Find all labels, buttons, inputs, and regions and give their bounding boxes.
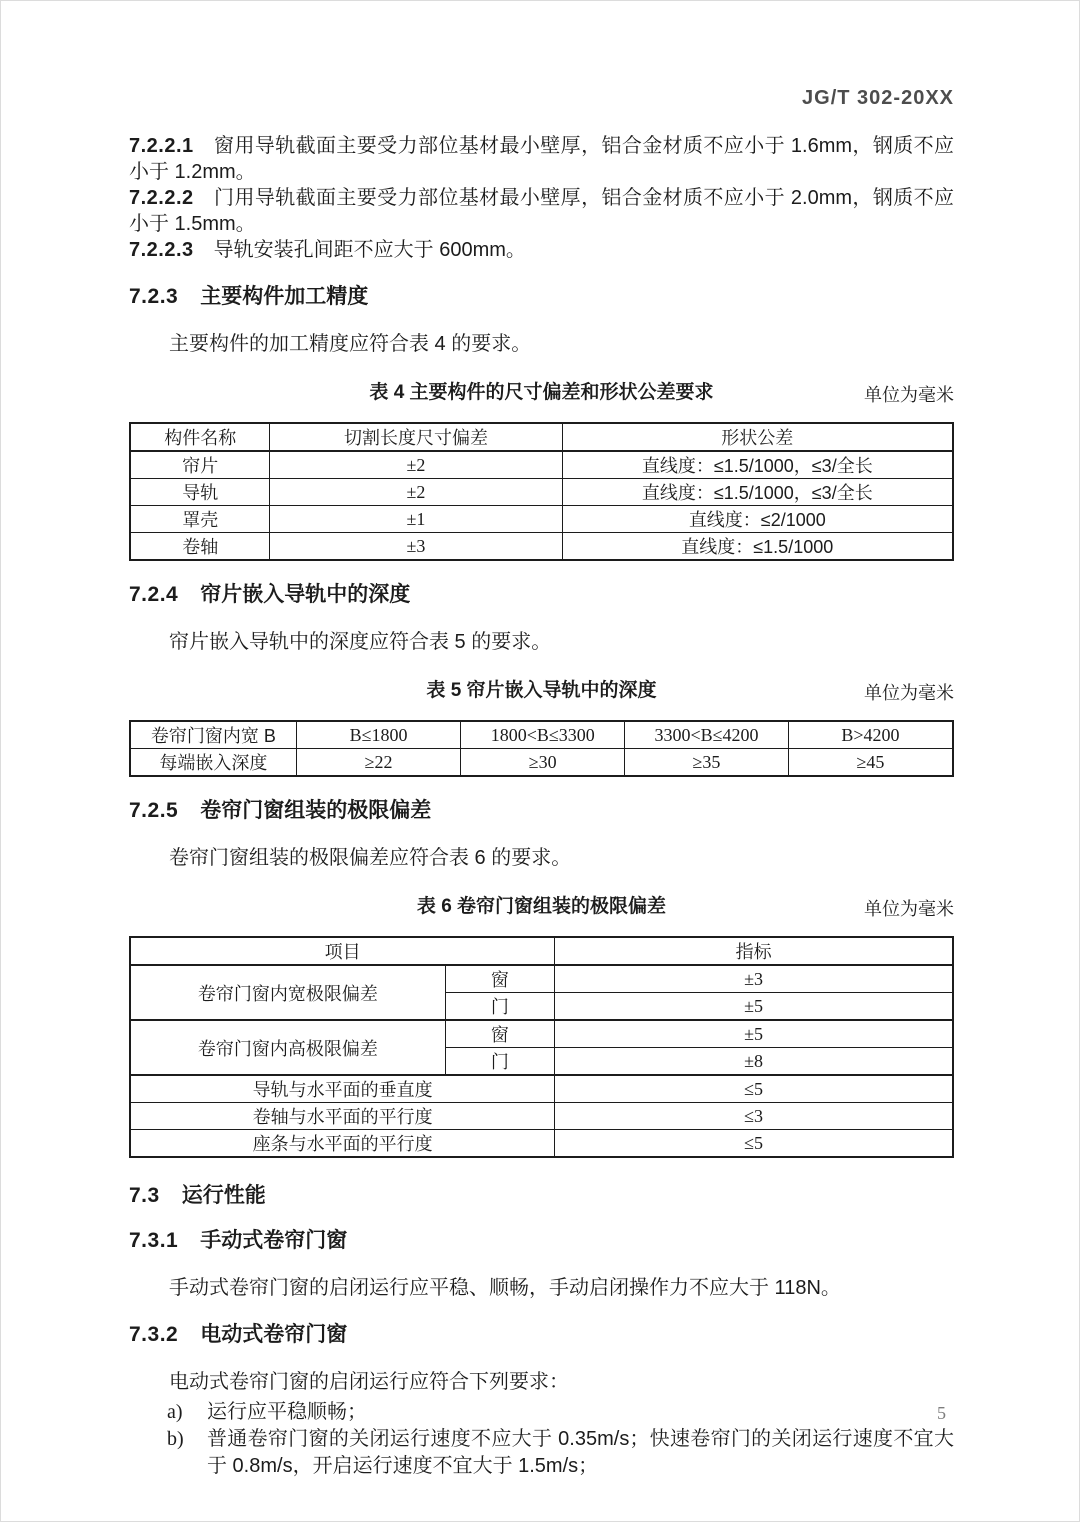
table6-sub-cell: 窗: [445, 1020, 554, 1048]
section-title: 主要构件加工精度: [200, 285, 369, 308]
list-item-text: 运行应平稳顺畅；: [207, 1401, 367, 1423]
paragraph-725: 卷帘门窗组装的极限偏差应符合表 6 的要求。: [169, 847, 572, 869]
section-number: 7.2.3: [129, 285, 179, 308]
list-item: [167, 1426, 954, 1480]
section-number: 7.2.4: [129, 583, 179, 606]
table4-unit-label: 单位为毫米: [864, 385, 954, 405]
table6-cell: 座条与水平面的平行度: [130, 1130, 555, 1158]
list-item-marker: b): [167, 1428, 184, 1450]
section-title: 手动式卷帘门窗: [200, 1229, 348, 1252]
table4-cell: ±2: [270, 451, 562, 479]
section-heading-73: [129, 1184, 954, 1208]
table6-row: [130, 1020, 953, 1048]
section-title: 帘片嵌入导轨中的深度: [200, 583, 411, 606]
paragraph-723: 主要构件的加工精度应符合表 4 的要求。: [169, 333, 532, 355]
list-item: [167, 1399, 954, 1426]
table4-cell: 导轨: [130, 479, 270, 506]
table4-row: [130, 533, 953, 561]
table6-row: [130, 1103, 953, 1130]
table4-header-cell: 切割长度尺寸偏差: [270, 423, 562, 451]
section-title: 电动式卷帘门窗: [200, 1323, 348, 1346]
table4-cell: ±1: [270, 506, 562, 533]
table6: [129, 936, 954, 1158]
table5-cell: 3300<B≤4200: [625, 721, 789, 749]
table6-value-cell: ≤3: [555, 1103, 953, 1130]
table4-cell: ±3: [270, 533, 562, 561]
table6-value-cell: ±3: [555, 965, 953, 993]
clause-7221: [129, 133, 954, 185]
table4-cell: 直线度：≤1.5/1000: [562, 533, 953, 561]
table6-value-cell: ≤5: [555, 1130, 953, 1158]
table6-unit-label: 单位为毫米: [864, 899, 954, 919]
table5-cell: 卷帘门窗内宽 B: [130, 721, 296, 749]
table5-caption: [129, 679, 954, 703]
list-item-marker: a): [167, 1401, 183, 1423]
table4-header-cell: 构件名称: [130, 423, 270, 451]
table4-header-cell: 形状公差: [562, 423, 953, 451]
section-number: 7.3.1: [129, 1229, 179, 1252]
table4-cell: ±2: [270, 479, 562, 506]
table4-cell: 帘片: [130, 451, 270, 479]
table5-row: [130, 721, 953, 749]
section-title: 卷帘门窗组装的极限偏差: [200, 799, 432, 822]
table5-cell: ≥22: [296, 749, 461, 777]
section-heading-732: [129, 1323, 954, 1347]
table5-cell: ≥35: [625, 749, 789, 777]
table4-cell: 卷轴: [130, 533, 270, 561]
table5-cell: ≥45: [788, 749, 953, 777]
table6-sub-cell: 门: [445, 1048, 554, 1076]
table5-cell: 每端嵌入深度: [130, 749, 296, 777]
doc-code: JG/T 302-20XX: [802, 87, 954, 109]
section-number: 7.3.2: [129, 1323, 179, 1346]
table6-header-cell: 项目: [130, 937, 555, 965]
table6-group-label: 卷帘门窗内宽极限偏差: [130, 965, 445, 1020]
table6-value-cell: ±5: [555, 993, 953, 1021]
table4-caption-text: 表 4 主要构件的尺寸偏差和形状公差要求: [369, 382, 714, 403]
table5-row: [130, 749, 953, 777]
clause-number: 7.2.2.1: [129, 135, 194, 157]
table4-cell: 罩壳: [130, 506, 270, 533]
clause-number: 7.2.2.2: [129, 187, 194, 209]
list-item-text: 普通卷帘门窗的关闭运行速度不应大于 0.35m/s；快速卷帘门的关闭运行速度不宜大于 0.8m/s，开启运行速度不宜大于 1.5m/s；: [207, 1428, 954, 1477]
list-732: [129, 1399, 954, 1480]
clause-text: 窗用导轨截面主要受力部位基材最小壁厚，铝合金材质不应小于 1.6mm，钢质不应小于 1.2mm。: [129, 135, 954, 183]
clause-7222: [129, 185, 954, 237]
table5-cell: 1800<B≤3300: [461, 721, 625, 749]
section-heading-731: [129, 1229, 954, 1253]
section-heading-723: [129, 285, 954, 309]
clause-block: [129, 133, 954, 263]
section-heading-725: [129, 799, 954, 823]
paragraph-731: 手动式卷帘门窗的启闭运行应平稳、顺畅，手动启闭操作力不应大于 118N。: [169, 1277, 841, 1299]
table6-cell: 卷轴与水平面的平行度: [130, 1103, 555, 1130]
table6-header-cell: 指标: [555, 937, 953, 965]
paragraph-724: 帘片嵌入导轨中的深度应符合表 5 的要求。: [169, 631, 552, 653]
table5-cell: B>4200: [788, 721, 953, 749]
table4-header-row: [130, 423, 953, 451]
table4-cell: 直线度：≤1.5/1000，≤3/全长: [562, 479, 953, 506]
table6-sub-cell: 窗: [445, 965, 554, 993]
clause-7223: [129, 237, 954, 263]
table6-value-cell: ≤5: [555, 1075, 953, 1103]
table5: [129, 720, 954, 777]
table6-caption-text: 表 6 卷帘门窗组装的极限偏差: [416, 896, 667, 917]
table4-caption: [129, 381, 954, 405]
table6-caption: [129, 895, 954, 919]
section-title: 运行性能: [181, 1184, 266, 1207]
table4-row: [130, 479, 953, 506]
section-number: 7.2.5: [129, 799, 179, 822]
section-number: 7.3: [129, 1184, 160, 1207]
table5-cell: ≥30: [461, 749, 625, 777]
clause-text: 门用导轨截面主要受力部位基材最小壁厚，铝合金材质不应小于 2.0mm，钢质不应小于 1.5mm。: [129, 187, 954, 235]
table6-cell: 导轨与水平面的垂直度: [130, 1075, 555, 1103]
table5-cell: B≤1800: [296, 721, 461, 749]
clause-number: 7.2.2.3: [129, 239, 194, 261]
doc-header: [129, 87, 954, 111]
table6-value-cell: ±5: [555, 1020, 953, 1048]
table5-unit-label: 单位为毫米: [864, 683, 954, 703]
table6-row: [130, 1130, 953, 1158]
table4-cell: 直线度：≤2/1000: [562, 506, 953, 533]
table6-sub-cell: 门: [445, 993, 554, 1021]
table6-value-cell: ±8: [555, 1048, 953, 1076]
table6-row: [130, 965, 953, 993]
table4-row: [130, 506, 953, 533]
clause-text: 导轨安装孔间距不应大于 600mm。: [213, 239, 526, 261]
table4: [129, 422, 954, 561]
table4-row: [130, 451, 953, 479]
paragraph-732: 电动式卷帘门窗的启闭运行应符合下列要求：: [169, 1371, 569, 1393]
table6-row: [130, 1075, 953, 1103]
section-heading-724: [129, 583, 954, 607]
table4-cell: 直线度：≤1.5/1000，≤3/全长: [562, 451, 953, 479]
page-number: 5: [937, 1403, 946, 1423]
table5-caption-text: 表 5 帘片嵌入导轨中的深度: [426, 680, 657, 701]
table6-group-label: 卷帘门窗内高极限偏差: [130, 1020, 445, 1075]
table6-header-row: [130, 937, 953, 965]
